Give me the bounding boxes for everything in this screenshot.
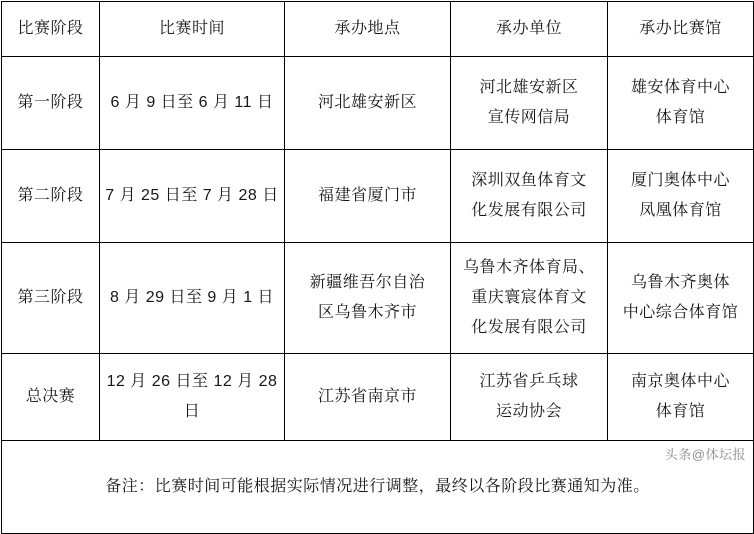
text-line: 河北雄安新区	[479, 79, 579, 96]
text-line: 福建省厦门市	[317, 187, 417, 204]
table-body	[2, 57, 754, 534]
table-row	[2, 57, 754, 150]
text-line: 化发展有限公司	[471, 202, 587, 219]
text-line: 河北雄安新区	[317, 94, 417, 111]
text-line: 乌鲁木齐体育局、	[462, 259, 595, 276]
cell-stage: 总决赛	[2, 354, 100, 441]
cell-time: 12 月 26 日至 12 月 28 日	[100, 354, 285, 441]
column-header-organizer: 承办单位	[451, 2, 608, 57]
cell-time: 7 月 25 日至 7 月 28 日	[100, 150, 285, 243]
table-header	[2, 2, 754, 57]
header-row	[2, 2, 754, 57]
cell-time: 8 月 29 日至 9 月 1 日	[100, 243, 285, 354]
cell-time: 6 月 9 日至 6 月 11 日	[100, 57, 285, 150]
table-row	[2, 150, 754, 243]
cell-venue	[608, 354, 754, 441]
text-line: 江苏省南京市	[317, 388, 417, 405]
table-note-row	[2, 441, 754, 534]
note-text: 备注：比赛时间可能根据实际情况进行调整，最终以各阶段比赛通知为准。	[105, 478, 650, 495]
column-header-time: 比赛时间	[100, 2, 285, 57]
text-line: 南京奥体中心	[630, 373, 730, 390]
note-cell	[2, 441, 754, 534]
cell-organizer	[451, 243, 608, 354]
competition-schedule-table	[1, 1, 754, 534]
cell-organizer	[451, 57, 608, 150]
text-line: 厦门奥体中心	[630, 172, 730, 189]
cell-venue	[608, 150, 754, 243]
table-row	[2, 354, 754, 441]
text-line: 中心综合体育馆	[622, 304, 739, 321]
schedule-document	[0, 1, 754, 495]
column-header-place: 承办地点	[285, 2, 451, 57]
cell-organizer	[451, 354, 608, 441]
text-line: 宣传网信局	[487, 109, 571, 126]
text-line: 江苏省乒乓球	[479, 373, 579, 390]
watermark: 头条@体坛报	[664, 447, 746, 462]
column-header-venue: 承办比赛馆	[608, 2, 754, 57]
text-line: 运动协会	[495, 403, 562, 420]
cell-stage: 第一阶段	[2, 57, 100, 150]
cell-place	[285, 57, 451, 150]
cell-stage: 第三阶段	[2, 243, 100, 354]
text-line: 区乌鲁木齐市	[317, 304, 417, 321]
text-line: 体育馆	[655, 403, 706, 420]
cell-organizer	[451, 150, 608, 243]
table-row	[2, 243, 754, 354]
text-line: 新疆维吾尔自治	[309, 274, 426, 291]
text-line: 重庆寰宸体育文	[471, 289, 587, 306]
text-line: 深圳双鱼体育文	[471, 172, 587, 189]
column-header-stage: 比赛阶段	[2, 2, 100, 57]
text-line: 乌鲁木齐奥体	[630, 274, 730, 291]
cell-venue	[608, 57, 754, 150]
text-line: 凤凰体育馆	[639, 202, 722, 219]
cell-place	[285, 243, 451, 354]
cell-venue	[608, 243, 754, 354]
cell-place	[285, 150, 451, 243]
text-line: 体育馆	[655, 109, 706, 126]
text-line: 雄安体育中心	[630, 79, 730, 96]
cell-stage: 第二阶段	[2, 150, 100, 243]
text-line: 化发展有限公司	[471, 319, 587, 336]
cell-place	[285, 354, 451, 441]
